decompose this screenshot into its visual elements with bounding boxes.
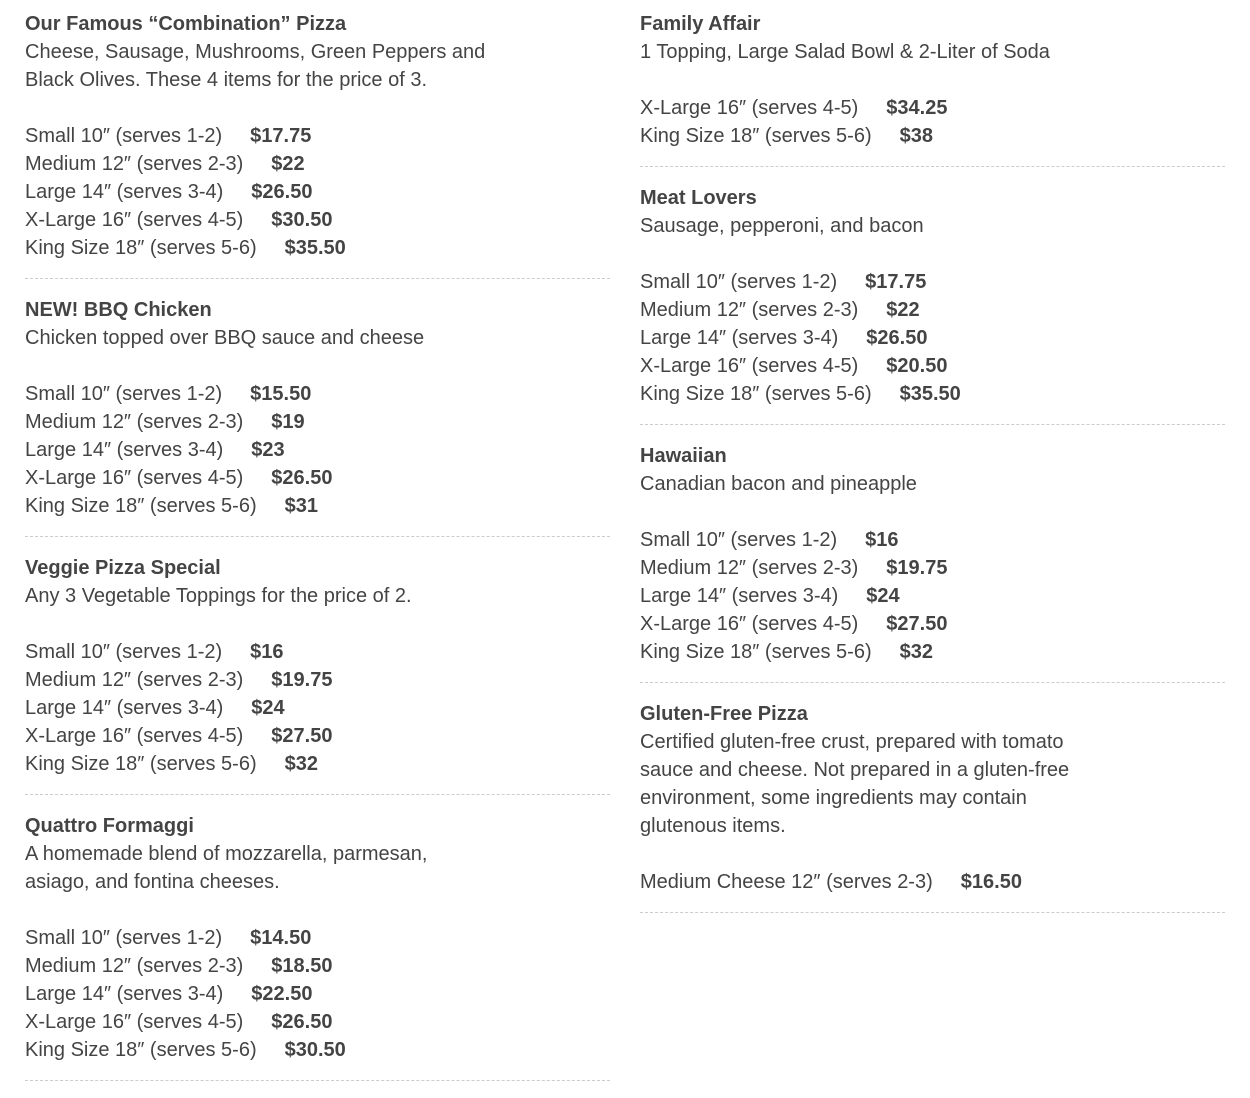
- price: $15.50: [250, 383, 312, 405]
- menu-item: [25, 812, 610, 1081]
- price: $20.50: [886, 355, 948, 377]
- price: $16.50: [960, 871, 1022, 893]
- menu-item: [640, 442, 1225, 683]
- price: $22: [886, 299, 920, 321]
- size-price-row: [25, 464, 610, 492]
- size-label: King Size 18″ (serves 5-6): [25, 753, 257, 775]
- size-price-row: [25, 1008, 610, 1036]
- price: $32: [284, 753, 318, 775]
- size-price-list: [25, 638, 610, 778]
- size-price-row: [25, 1036, 610, 1064]
- menu-item-name: Veggie Pizza Special: [25, 557, 221, 579]
- menu-item-name: Our Famous “Combination” Pizza: [25, 13, 347, 35]
- menu-item: [25, 554, 610, 795]
- menu-item-description: Certified gluten-free crust, prepared with tomato sauce and cheese. Not prepared in a gluten-free environment, some ingredients may contain glutenous items.: [640, 731, 1070, 837]
- size-price-row: [640, 296, 1225, 324]
- size-label: Small 10″ (serves 1-2): [640, 271, 838, 293]
- size-label: Small 10″ (serves 1-2): [25, 383, 223, 405]
- size-price-row: [640, 868, 1225, 896]
- size-price-row: [25, 122, 610, 150]
- price: $22.50: [251, 983, 313, 1005]
- size-label: Medium 12″ (serves 2-3): [640, 299, 859, 321]
- size-price-row: [640, 610, 1225, 638]
- price: $26.50: [271, 1011, 333, 1033]
- menu-item: [25, 296, 610, 537]
- size-label: X-Large 16″ (serves 4-5): [25, 467, 244, 489]
- size-price-row: [640, 554, 1225, 582]
- price: $34.25: [886, 97, 948, 119]
- size-price-row: [640, 380, 1225, 408]
- menu-item: [25, 10, 610, 279]
- size-price-row: [640, 638, 1225, 666]
- price: $16: [865, 529, 899, 551]
- menu-column-left: [25, 10, 610, 1098]
- price: $31: [284, 495, 318, 517]
- price: $30.50: [271, 209, 333, 231]
- size-label: Medium 12″ (serves 2-3): [25, 411, 244, 433]
- size-price-row: [25, 178, 610, 206]
- size-label: Medium 12″ (serves 2-3): [25, 669, 244, 691]
- price: $14.50: [250, 927, 312, 949]
- size-label: X-Large 16″ (serves 4-5): [25, 1011, 244, 1033]
- price: $19.75: [271, 669, 333, 691]
- size-label: Small 10″ (serves 1-2): [640, 529, 838, 551]
- menu-item-name: Gluten-Free Pizza: [640, 703, 808, 725]
- size-price-row: [25, 924, 610, 952]
- size-label: King Size 18″ (serves 5-6): [25, 1039, 257, 1061]
- price: $17.75: [865, 271, 927, 293]
- menu-item-description: Cheese, Sausage, Mushrooms, Green Peppers and Black Olives. These 4 items for the price of 3.: [25, 41, 486, 91]
- size-price-list: [640, 526, 1225, 666]
- price: $17.75: [250, 125, 312, 147]
- price: $26.50: [271, 467, 333, 489]
- size-label: Large 14″ (serves 3-4): [640, 585, 839, 607]
- size-label: Large 14″ (serves 3-4): [25, 983, 224, 1005]
- size-price-row: [25, 666, 610, 694]
- size-price-row: [640, 94, 1225, 122]
- size-label: King Size 18″ (serves 5-6): [640, 641, 872, 663]
- size-price-list: [640, 868, 1225, 896]
- price: $32: [899, 641, 933, 663]
- price: $19: [271, 411, 305, 433]
- size-label: King Size 18″ (serves 5-6): [25, 237, 257, 259]
- size-label: Large 14″ (serves 3-4): [640, 327, 839, 349]
- size-price-row: [640, 122, 1225, 150]
- price: $27.50: [886, 613, 948, 635]
- size-label: Large 14″ (serves 3-4): [25, 439, 224, 461]
- menu-item-name: Meat Lovers: [640, 187, 757, 209]
- size-price-row: [25, 436, 610, 464]
- size-label: X-Large 16″ (serves 4-5): [640, 613, 859, 635]
- size-price-row: [25, 638, 610, 666]
- size-price-row: [25, 980, 610, 1008]
- menu-item-name: Family Affair: [640, 13, 761, 35]
- size-label: Small 10″ (serves 1-2): [25, 641, 223, 663]
- size-label: King Size 18″ (serves 5-6): [640, 125, 872, 147]
- menu-column-right: [640, 10, 1225, 930]
- size-label: Small 10″ (serves 1-2): [25, 125, 223, 147]
- menu-item-name: Hawaiian: [640, 445, 727, 467]
- price: $30.50: [284, 1039, 346, 1061]
- menu-item-description: Sausage, pepperoni, and bacon: [640, 215, 924, 237]
- price: $18.50: [271, 955, 333, 977]
- size-price-row: [25, 206, 610, 234]
- price: $23: [251, 439, 285, 461]
- size-label: Large 14″ (serves 3-4): [25, 697, 224, 719]
- menu-item-description: A homemade blend of mozzarella, parmesan, asiago, and fontina cheeses.: [25, 843, 428, 893]
- size-price-row: [25, 408, 610, 436]
- menu-item: [640, 700, 1225, 913]
- price: $26.50: [866, 327, 928, 349]
- price: $26.50: [251, 181, 313, 203]
- size-price-list: [640, 268, 1225, 408]
- size-label: Large 14″ (serves 3-4): [25, 181, 224, 203]
- price: $19.75: [886, 557, 948, 579]
- price: $35.50: [284, 237, 346, 259]
- price: $22: [271, 153, 305, 175]
- menu-item: [640, 184, 1225, 425]
- size-price-row: [25, 952, 610, 980]
- size-label: King Size 18″ (serves 5-6): [640, 383, 872, 405]
- size-price-list: [25, 380, 610, 520]
- price: $27.50: [271, 725, 333, 747]
- size-price-row: [25, 694, 610, 722]
- menu-item-description: Any 3 Vegetable Toppings for the price of 2.: [25, 585, 412, 607]
- size-price-row: [25, 750, 610, 778]
- size-price-row: [640, 352, 1225, 380]
- size-label: X-Large 16″ (serves 4-5): [25, 209, 244, 231]
- size-label: Medium Cheese 12″ (serves 2-3): [640, 871, 933, 893]
- menu-item-name: Quattro Formaggi: [25, 815, 194, 837]
- size-price-row: [640, 582, 1225, 610]
- size-price-row: [640, 268, 1225, 296]
- size-price-list: [25, 924, 610, 1064]
- size-price-row: [25, 380, 610, 408]
- size-price-list: [640, 94, 1225, 150]
- menu-item-description: Chicken topped over BBQ sauce and cheese: [25, 327, 425, 349]
- size-price-row: [25, 492, 610, 520]
- size-label: X-Large 16″ (serves 4-5): [25, 725, 244, 747]
- price: $24: [251, 697, 285, 719]
- size-label: King Size 18″ (serves 5-6): [25, 495, 257, 517]
- size-price-list: [25, 122, 610, 262]
- price: $35.50: [899, 383, 961, 405]
- size-price-row: [25, 722, 610, 750]
- menu-item-description: Canadian bacon and pineapple: [640, 473, 917, 495]
- size-label: Medium 12″ (serves 2-3): [640, 557, 859, 579]
- price: $38: [899, 125, 933, 147]
- size-label: X-Large 16″ (serves 4-5): [640, 355, 859, 377]
- menu-item-description: 1 Topping, Large Salad Bowl & 2-Liter of Soda: [640, 41, 1050, 63]
- size-label: Small 10″ (serves 1-2): [25, 927, 223, 949]
- price: $24: [866, 585, 900, 607]
- size-price-row: [640, 526, 1225, 554]
- size-label: Medium 12″ (serves 2-3): [25, 955, 244, 977]
- menu-item: [640, 10, 1225, 167]
- menu-item-name: NEW! BBQ Chicken: [25, 299, 212, 321]
- size-price-row: [25, 234, 610, 262]
- size-price-row: [640, 324, 1225, 352]
- price: $16: [250, 641, 284, 663]
- size-price-row: [25, 150, 610, 178]
- size-label: X-Large 16″ (serves 4-5): [640, 97, 859, 119]
- size-label: Medium 12″ (serves 2-3): [25, 153, 244, 175]
